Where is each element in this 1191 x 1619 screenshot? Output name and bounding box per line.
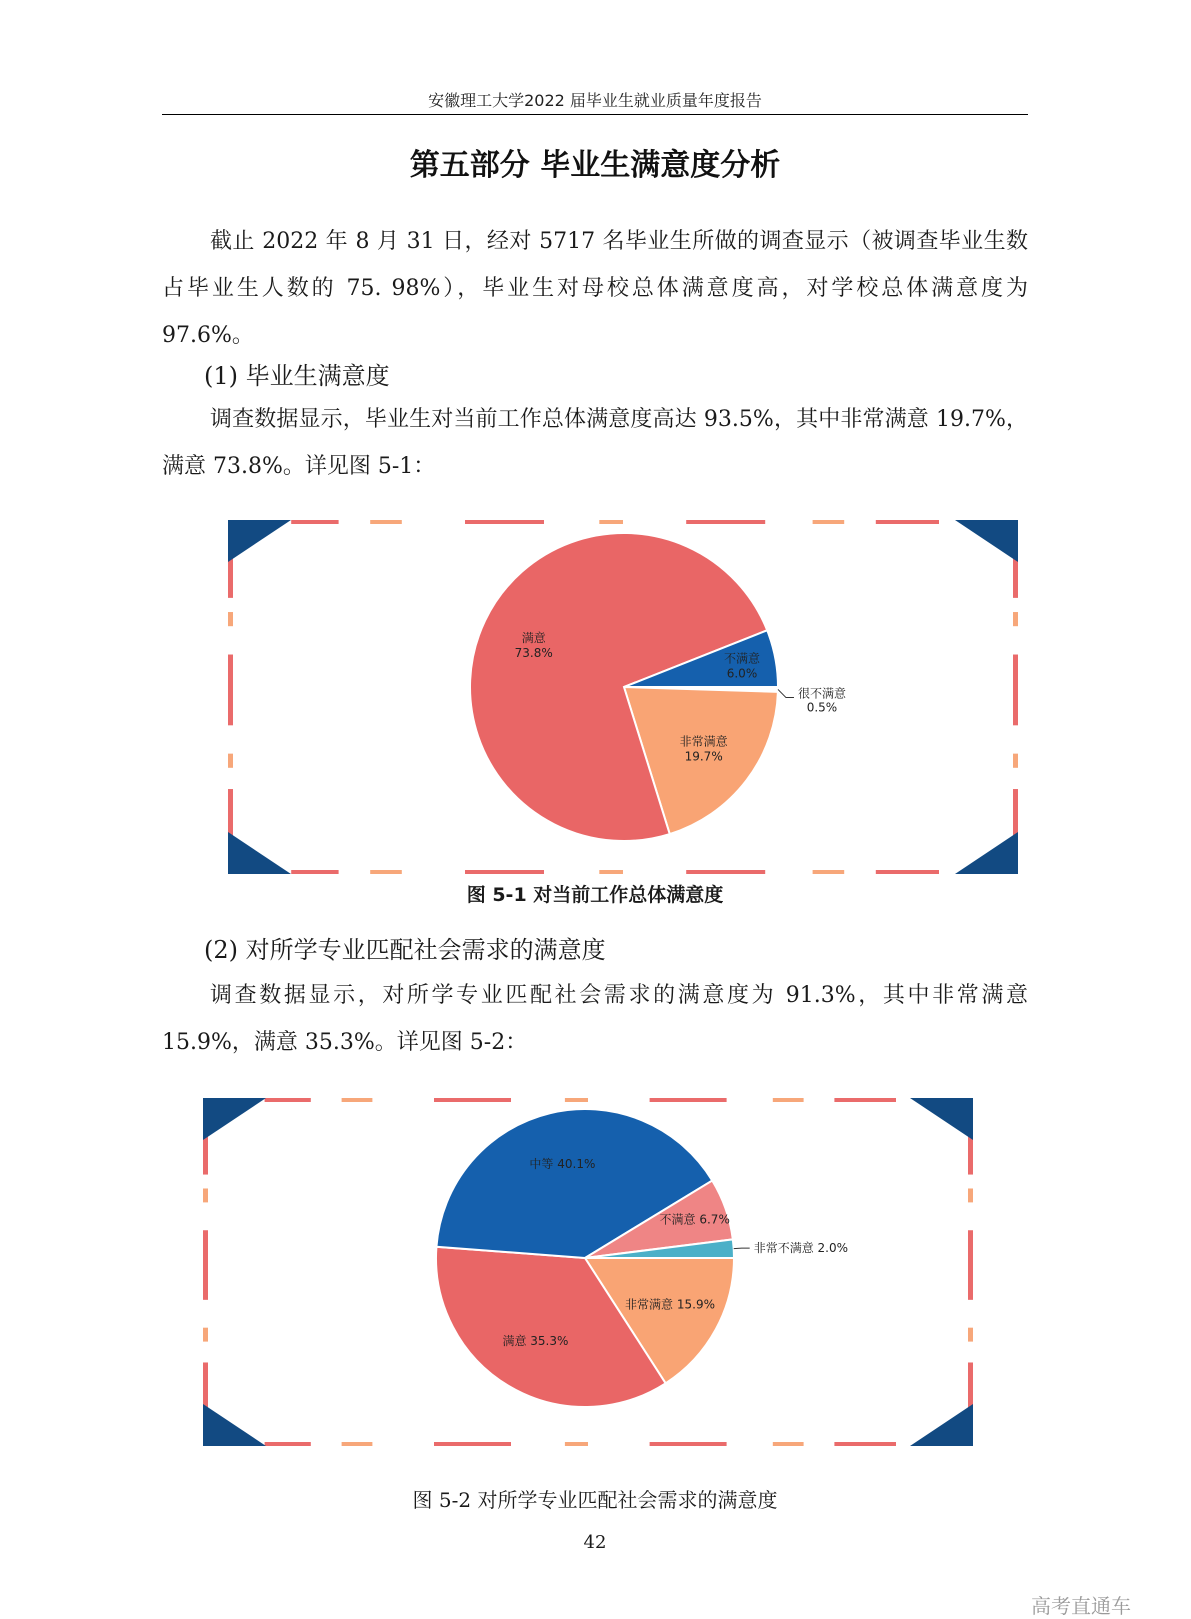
frame-stripe-top — [465, 520, 544, 524]
frame-stripe-bottom — [370, 870, 402, 874]
pie-label-1: 满意 35.3% — [502, 1334, 569, 1349]
frame-stripe-right — [968, 1328, 973, 1342]
pie-svg — [203, 1098, 973, 1446]
frame-stripe-left — [203, 1362, 208, 1411]
figure-5-1-caption: 图 5-1 对当前工作总体满意度 — [466, 884, 724, 906]
frame-stripe-top — [650, 1098, 727, 1102]
frame-stripe-right — [1013, 555, 1018, 597]
frame-stripe-left — [228, 655, 233, 726]
frame-stripe-right — [968, 1188, 973, 1202]
frame-stripe-bottom — [773, 1442, 804, 1446]
frame-stripe-top — [813, 520, 845, 524]
frame-stripe-left — [228, 555, 233, 597]
pie-label-0: 非常满意 15.9% — [625, 1297, 715, 1312]
pie-leader-line-4 — [734, 1248, 750, 1249]
pie-label-0: 很不满意 — [797, 686, 846, 701]
frame-stripe-bottom — [291, 870, 338, 874]
frame-stripe-bottom — [434, 1442, 511, 1446]
frame-stripe-right — [968, 1230, 973, 1300]
watermark: 高考直通车 — [1031, 1594, 1131, 1618]
frame-stripe-bottom — [342, 1442, 373, 1446]
frame-corner-tr — [955, 520, 1018, 562]
section1-heading: (1) 毕业生满意度 — [204, 362, 390, 390]
frame-stripe-bottom — [813, 870, 845, 874]
chart-5-1 — [228, 520, 1018, 874]
frame-corner-tl — [203, 1098, 266, 1140]
pie-svg — [228, 520, 1018, 874]
frame-stripe-left — [228, 789, 233, 839]
frame-corner-tr — [910, 1098, 973, 1140]
frame-stripe-right — [1013, 789, 1018, 839]
frame-stripe-bottom — [834, 1442, 896, 1446]
frame-stripe-right — [1013, 655, 1018, 726]
frame-stripe-bottom — [876, 870, 939, 874]
frame-stripe-top — [565, 1098, 588, 1102]
frame-stripe-left — [203, 1230, 208, 1300]
frame-stripe-right — [968, 1362, 973, 1411]
frame-stripe-top — [434, 1098, 511, 1102]
frame-stripe-top — [876, 520, 939, 524]
frame-stripe-top — [291, 520, 338, 524]
frame-stripe-top — [599, 520, 623, 524]
frame-corner-bl — [228, 832, 291, 874]
pie-value-label-1: 19.7% — [684, 749, 723, 764]
frame-stripe-right — [1013, 612, 1018, 626]
frame-corner-tl — [228, 520, 291, 562]
pie-leader-line-0 — [778, 689, 794, 697]
section2-heading: (2) 对所学专业匹配社会需求的满意度 — [204, 936, 606, 964]
pie-value-label-3: 6.0% — [726, 666, 758, 681]
frame-stripe-bottom — [686, 870, 765, 874]
frame-stripe-left — [228, 754, 233, 768]
pie-label-3: 不满意 6.7% — [659, 1212, 730, 1227]
frame-stripe-top — [342, 1098, 373, 1102]
section2-paragraph: 调查数据显示，对所学专业匹配社会需求的满意度为 91.3%，其中非常满意 15.9%，满意 35.3%。详见图 5-2： — [162, 983, 1028, 1055]
chart-5-2 — [203, 1098, 973, 1446]
frame-stripe-left — [228, 612, 233, 626]
frame-stripe-top — [686, 520, 765, 524]
header-rule — [162, 114, 1028, 115]
frame-corner-br — [955, 832, 1018, 874]
page-title: 第五部分 毕业生满意度分析 — [409, 148, 781, 183]
frame-stripe-left — [203, 1328, 208, 1342]
frame-stripe-bottom — [465, 870, 544, 874]
frame-stripe-right — [1013, 754, 1018, 768]
frame-corner-br — [910, 1404, 973, 1446]
figure-5-2-caption: 图 5-2 对所学专业匹配社会需求的满意度 — [412, 1488, 778, 1512]
page-header: 安徽理工大学2022 届毕业生就业质量年度报告 — [428, 91, 762, 110]
pie-label-2: 满意 — [521, 630, 546, 645]
pie-label-2: 中等 40.1% — [529, 1156, 596, 1171]
pie-label-3: 不满意 — [723, 651, 761, 666]
pie-label-1: 非常满意 — [679, 734, 728, 749]
intro-paragraph: 截止 2022 年 8 月 31 日，经对 5717 名毕业生所做的调查显示（被调查毕业生数占毕业生人数的 75. 98%），毕业生对母校总体满意度高，对学校总体满意度为 97.6%。 — [162, 229, 1028, 348]
section1-paragraph: 调查数据显示，毕业生对当前工作总体满意度高达 93.5%，其中非常满意 19.7%，满意 73.8%。详见图 5-1： — [162, 407, 1028, 479]
frame-stripe-left — [203, 1188, 208, 1202]
frame-stripe-top — [370, 520, 402, 524]
frame-stripe-top — [773, 1098, 804, 1102]
frame-stripe-top — [834, 1098, 896, 1102]
frame-stripe-top — [265, 1098, 311, 1102]
pie-label-4: 非常不满意 2.0% — [753, 1241, 849, 1256]
pie-value-label-2: 73.8% — [514, 645, 553, 660]
frame-stripe-bottom — [599, 870, 623, 874]
pie-value-label-0: 0.5% — [806, 700, 838, 715]
page-number: 42 — [583, 1532, 607, 1553]
frame-stripe-bottom — [650, 1442, 727, 1446]
frame-stripe-bottom — [565, 1442, 588, 1446]
frame-corner-bl — [203, 1404, 266, 1446]
frame-stripe-bottom — [265, 1442, 311, 1446]
